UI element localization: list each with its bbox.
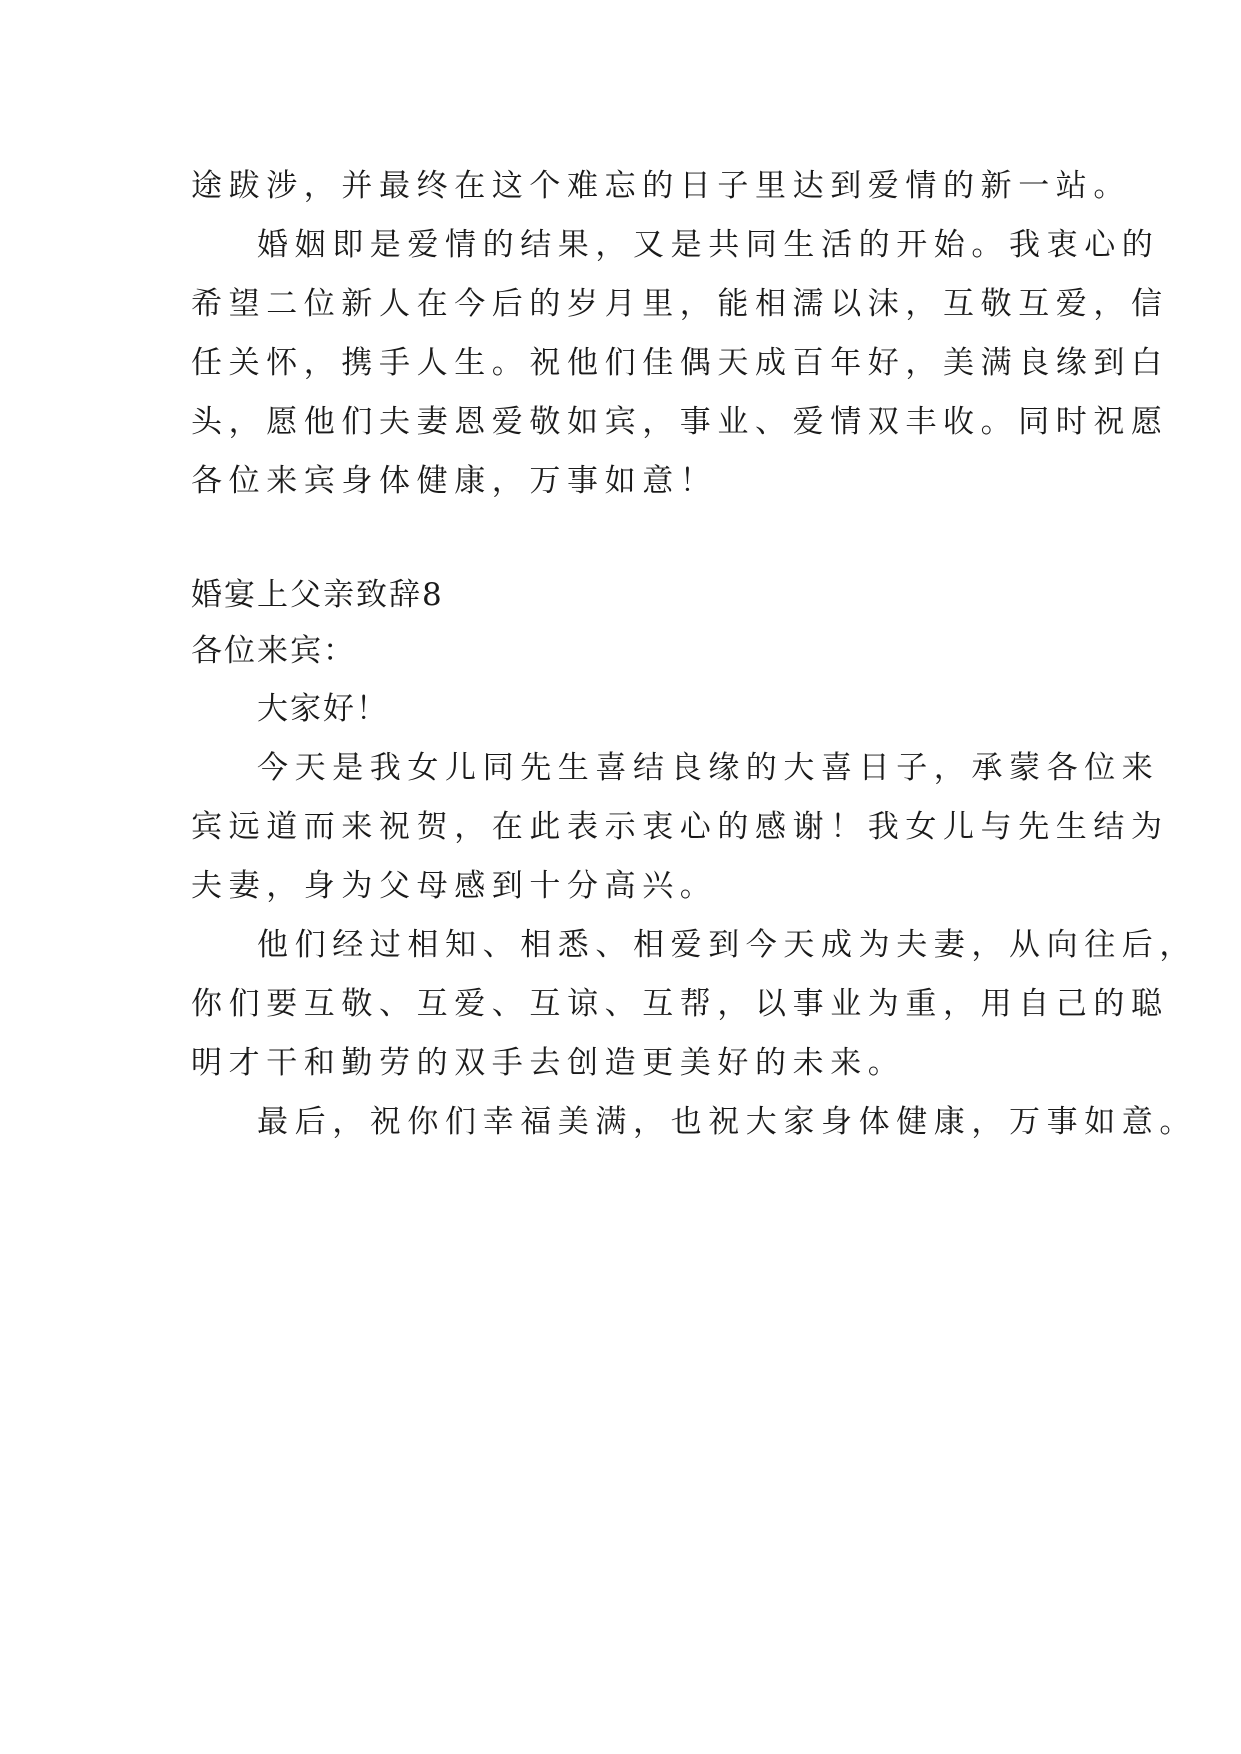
paragraph-1-line: 希望二位新人在今后的岁月里，能相濡以沫，互敬互爱，信 bbox=[191, 286, 1169, 322]
salutation: 各位来宾： bbox=[191, 633, 356, 669]
paragraph-1-line: 任关怀，携手人生。祝他们佳偶天成百年好，美满良缘到白 bbox=[191, 345, 1169, 381]
greeting: 大家好！ bbox=[257, 691, 389, 727]
section-title: 婚宴上父亲致辞8 bbox=[191, 577, 444, 613]
paragraph-1-line: 婚姻即是爱情的结果，又是共同生活的开始。我衷心的 bbox=[257, 227, 1160, 263]
paragraph-3-line: 明才干和勤劳的双手去创造更美好的未来。 bbox=[191, 1045, 906, 1081]
paragraph-1-line: 头，愿他们夫妻恩爱敬如宾，事业、爱情双丰收。同时祝愿 bbox=[191, 404, 1169, 440]
paragraph-1-line: 各位来宾身体健康，万事如意！ bbox=[191, 463, 718, 499]
paragraph-2-line: 宾远道而来祝贺，在此表示衷心的感谢！我女儿与先生结为 bbox=[191, 809, 1169, 845]
paragraph-4-line: 最后，祝你们幸福美满，也祝大家身体健康，万事如意。 bbox=[257, 1104, 1197, 1140]
paragraph-2-line: 夫妻，身为父母感到十分高兴。 bbox=[191, 868, 718, 904]
paragraph-2-line: 今天是我女儿同先生喜结良缘的大喜日子，承蒙各位来 bbox=[257, 750, 1160, 786]
paragraph-3-line: 你们要互敬、互爱、互谅、互帮，以事业为重，用自己的聪 bbox=[191, 986, 1169, 1022]
continuation-line: 途跋涉，并最终在这个难忘的日子里达到爱情的新一站。 bbox=[191, 168, 1131, 204]
paragraph-3-line: 他们经过相知、相悉、相爱到今天成为夫妻，从向往后， bbox=[257, 927, 1197, 963]
